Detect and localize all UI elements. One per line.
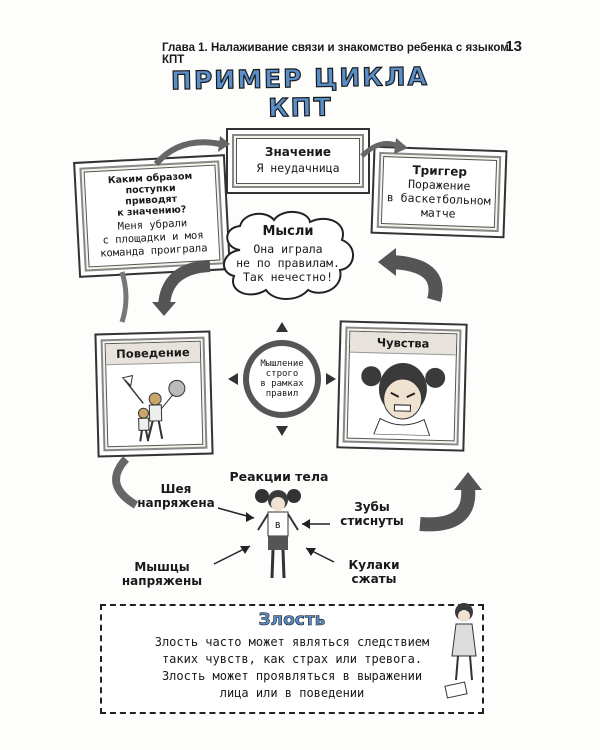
trigger-heading: Триггер [412, 163, 468, 179]
neck-label [130, 482, 222, 510]
curved-arrow-icon [112, 268, 136, 328]
curved-arrow-icon [374, 244, 454, 304]
chapter-title: Глава 1. Налаживание связи и знакомство ребенка с языком КПТ [162, 42, 509, 66]
meaning-box [226, 128, 370, 194]
behavior-box-inner [105, 341, 204, 447]
neck-label-line: Шея [160, 482, 192, 496]
girl-angry-face-illustration [360, 356, 446, 436]
body-reactions-heading: Реакции тела [229, 469, 329, 484]
meaning-heading: Значение [264, 145, 332, 159]
thoughts-text [218, 242, 358, 284]
question-heading-line: поступки [125, 182, 176, 197]
muscles-label-line: напряжены [121, 574, 203, 588]
question-heading-line: приводят [125, 193, 178, 208]
feelings-box [336, 320, 467, 451]
thoughts-heading: Мысли [262, 224, 314, 239]
trigger-text-line: матче [420, 205, 456, 221]
page-title: ПРИМЕР ЦИКЛА КПТ [170, 61, 430, 123]
question-text-line: Меня убрали [117, 217, 188, 233]
behavior-heading: Поведение [116, 345, 190, 361]
thoughts-text-line: Так нечестно! [242, 270, 333, 284]
fists-label-line: сжаты [351, 572, 397, 586]
muscles-label [114, 560, 210, 588]
teeth-label-line: стиснуты [340, 514, 404, 528]
pointer-arrows-icon [210, 500, 370, 572]
anger-text-line: таких чувств, как страх или тревога. [161, 652, 423, 666]
center-text-line: Мышление [260, 359, 304, 369]
question-heading-line: Каким образом [107, 170, 193, 187]
muscles-label-line: Мышцы [134, 560, 190, 574]
thoughts-text-line: не по правилам. [236, 256, 340, 270]
four-way-arrows-icon [226, 320, 338, 438]
center-text-line: правил [265, 389, 299, 399]
curved-arrow-icon [410, 470, 486, 536]
girl-reading-illustration [444, 600, 484, 700]
trigger-text-line: Поражение [407, 176, 471, 194]
meaning-text: Я неудачница [256, 161, 340, 175]
feelings-box-inner [347, 331, 458, 442]
center-text-line: в рамках [260, 379, 304, 389]
question-box-inner [84, 165, 221, 268]
running-header [162, 38, 522, 66]
thoughts-text-line: Она играла [253, 242, 323, 256]
question-text [87, 216, 219, 262]
trigger-text [382, 176, 495, 222]
teeth-label-line: Зубы [354, 500, 390, 514]
thoughts-cloud [218, 210, 358, 300]
girl-basketball-illustration [120, 372, 192, 446]
behavior-box [94, 331, 213, 458]
anger-heading: Злость [258, 610, 326, 630]
neck-label-line: напряжена [137, 496, 215, 510]
svg-text:B: B [275, 521, 281, 530]
question-heading [85, 170, 217, 221]
trigger-text-line: в баскетбольном [386, 190, 491, 208]
center-text-line: строго [265, 369, 299, 379]
curved-arrow-icon [358, 132, 412, 172]
anger-text-line: Злость часто может являться следствием [154, 635, 430, 649]
meaning-box-inner [236, 138, 360, 184]
curved-arrow-icon [146, 258, 216, 318]
question-text-line: с площадки и моя [102, 229, 204, 247]
page-number: 13 [505, 38, 522, 55]
anger-text-line: Злость может проявляться в выражении [161, 669, 423, 683]
feelings-heading: Чувства [376, 335, 430, 351]
fists-label-line: Кулаки [348, 558, 400, 572]
anger-text-line: лица или в поведении [219, 686, 365, 700]
question-text-line: команда проиграла [99, 242, 208, 260]
anger-box [100, 604, 484, 714]
question-heading-line: к значению? [116, 204, 187, 219]
anger-text [108, 634, 476, 702]
curved-arrow-icon [150, 130, 230, 170]
